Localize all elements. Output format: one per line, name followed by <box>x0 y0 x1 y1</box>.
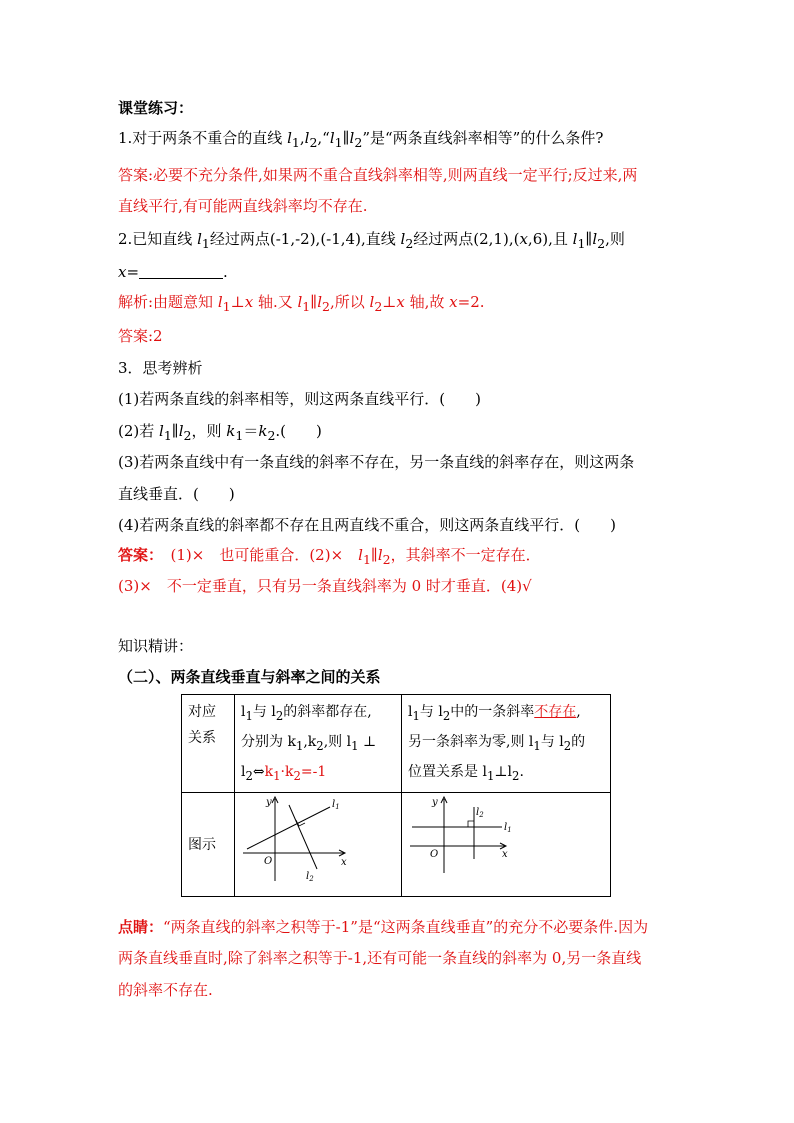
think-item-1: (1)若两条直线的斜率相等，则这两条直线平行．( ) <box>118 390 481 408</box>
answer-1-line-2: 直线平行,有可能两直线斜率均不存在. <box>118 197 368 215</box>
answer-3-line-2: (3)× 不一定垂直，只有另一条直线斜率为 0 时才垂直．(4)√ <box>118 577 532 595</box>
figure-cell-1 <box>235 793 402 897</box>
answer-2: 答案:2 <box>118 327 163 345</box>
l1-label: $l_1$ <box>332 799 340 812</box>
answer-1-line-1: 答案:必要不充分条件,如果两不重合直线斜率相等,则两直线一定平行;反过来,两 <box>118 166 638 184</box>
note-line-1: 点睛：“两条直线的斜率之积等于-1”是“这两条直线垂直”的充分不必要条件.因为 <box>118 918 649 936</box>
table-row <box>182 793 611 897</box>
l1-label: $l_1$ <box>504 822 512 835</box>
answer-blank[interactable] <box>139 264 223 279</box>
think-item-2: (2)若 $l_1\parallel l_2$，则 $k_1=k_2$.( ) <box>118 422 322 443</box>
think-item-3-line-1: (3)若两条直线中有一条直线的斜率不存在，另一条直线的斜率存在，则这两条 <box>118 453 635 471</box>
answer-3-line-1: 答案： (1)× 也可能重合．(2)× $l_1\parallel l_2$，其斜率不一定存在． <box>118 546 541 567</box>
l2-label: $l_2$ <box>306 871 314 884</box>
think-heading: 3．思考辨析 <box>118 359 203 377</box>
question-2-blank-line: x= . <box>118 263 228 281</box>
x-label: x <box>502 849 508 861</box>
line-l1 <box>247 807 330 849</box>
question-2: 2.已知直线 $l_1$经过两点(-1,-2),(-1,4),直线 $l_2$经过两点(2,1),(x,6),且 $l_1\parallel l_2$,则 <box>118 230 625 251</box>
right-angle-mark <box>468 821 474 827</box>
line-l2 <box>289 805 317 869</box>
note-line-2: 两条直线垂直时,除了斜率之积等于-1,还有可能一条直线的斜率为 0,另一条直线 <box>118 949 642 967</box>
think-item-3-line-2: 直线垂直．( ) <box>118 485 235 503</box>
row-label-figure: 图示 <box>182 793 235 897</box>
y-label: y <box>432 797 438 809</box>
question-1: 1.对于两条不重合的直线 $l_1,l_2,“l_1\parallel l_2$”是“两条直线斜率相等”的什么条件? <box>118 129 604 150</box>
x-label: x <box>341 857 347 869</box>
cell-one-slope-undefined: $l_1$与 $l_2$中的一条斜率不存在, 另一条斜率为零,则 $l_1$与 $l_2$的 位置关系是 $l_1\perp l_2$. <box>402 695 611 793</box>
y-label: y <box>266 797 272 809</box>
think-item-4: (4)若两条直线的斜率都不存在且两直线不重合，则这两条直线平行．( ) <box>118 516 616 534</box>
origin-label: O <box>430 849 439 861</box>
origin-label: O <box>264 856 273 868</box>
figure-axis-parallel-perpendicular <box>402 793 610 887</box>
knowledge-heading: 知识精讲： <box>118 637 194 655</box>
l2-label: $l_2$ <box>476 807 484 820</box>
relation-table <box>181 694 611 897</box>
row-label-relation: 对应 关系 <box>182 695 235 793</box>
cell-both-slopes-exist: $l_1$与 $l_2$的斜率都存在, 分别为 $k_1,k_2$,则 $l_1$ ⊥ $l_2\Leftrightarrow k_1\cdot k_2=-1$ <box>235 695 402 793</box>
section-heading: （二）、两条直线垂直与斜率之间的关系 <box>118 668 381 686</box>
solution-2: 解析:由题意知 $l_1\perp x$ 轴.又 $l_1\parallel l_2$,所以 $l_2\perp x$ 轴,故 x=2. <box>118 293 485 314</box>
figure-oblique-perpendicular <box>235 793 401 887</box>
figure-cell-2 <box>402 793 611 897</box>
table-row <box>182 695 611 793</box>
note-line-3: 的斜率不存在. <box>118 981 213 999</box>
practice-heading: 课堂练习： <box>118 99 194 117</box>
